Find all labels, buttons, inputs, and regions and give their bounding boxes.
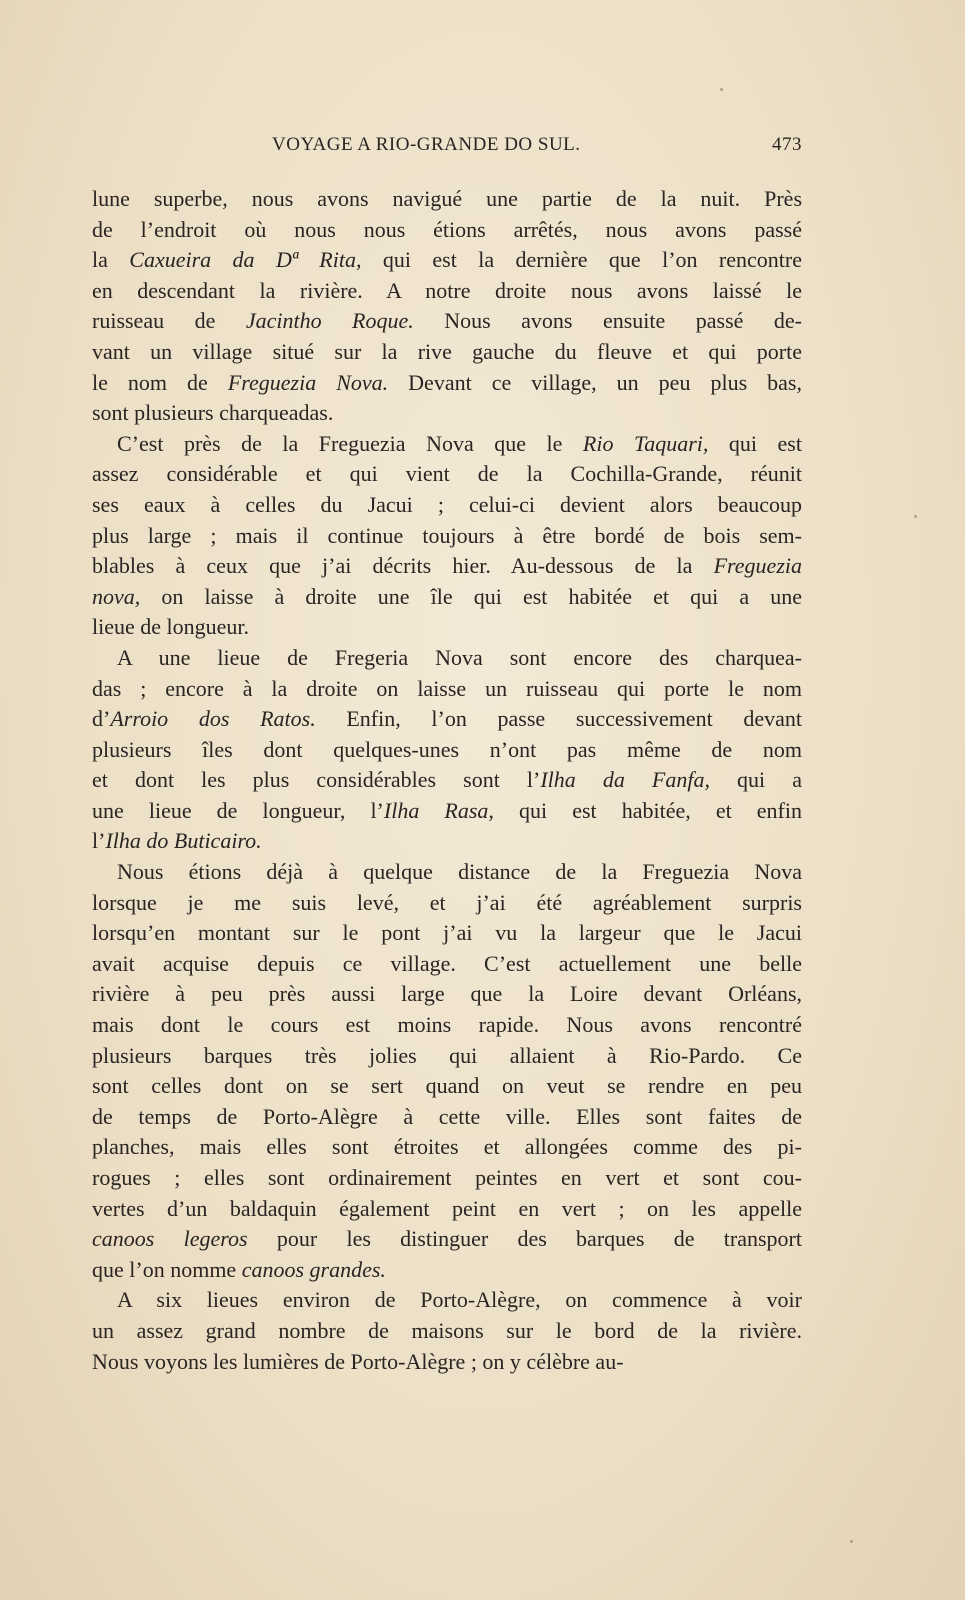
- text-line: [92, 398, 802, 429]
- text-run: vant un village situé sur la rive gauche du fleuve et qui porte: [92, 338, 802, 364]
- text-run: de temps de Porto-Alègre à cette ville. Elles sont faites de: [92, 1103, 802, 1129]
- text-run: la: [92, 247, 130, 273]
- italic-text: canoos legeros: [92, 1226, 248, 1252]
- text-run: Nous étions déjà à quelque distance de la Freguezia Nova: [117, 859, 802, 885]
- text-line: [92, 521, 802, 552]
- italic-text: Freguezia Nova.: [227, 369, 389, 395]
- text-run: le nom de: [92, 369, 228, 395]
- text-line: [92, 643, 802, 674]
- italic-text: Jacintho Roque.: [245, 308, 414, 334]
- italic-text: nova,: [92, 583, 141, 609]
- text-run: das ; encore à la droite on laisse un ruisseau qui porte le nom: [92, 675, 802, 701]
- paper-speck: [720, 88, 723, 91]
- text-line: [92, 1316, 802, 1347]
- text-line: [92, 674, 802, 705]
- text-run: lorsqu’en montant sur le pont j’ai vu la largeur que le Jacui: [92, 920, 802, 946]
- text-run: l’: [92, 828, 106, 854]
- text-run: assez considérable et qui vient de la Cochilla-Grande, réunit: [92, 461, 802, 487]
- text-run: A une lieue de Fregeria Nova sont encore des charquea-: [117, 644, 802, 670]
- text-run: ses eaux à celles du Jacui ; celui-ci devient alors beaucoup: [92, 491, 802, 517]
- text-run: qui est: [708, 430, 802, 456]
- text-line: [92, 306, 802, 337]
- text-run: rogues ; elles sont ordinairement peintes en vert et sont cou-: [92, 1165, 802, 1190]
- text-line: [92, 276, 802, 307]
- text-line: [92, 1102, 802, 1133]
- italic-text: Ilha Rasa,: [383, 797, 494, 823]
- text-run: rivière à peu près aussi large que la Loire devant Orléans,: [92, 981, 802, 1007]
- text-run: Enfin, l’on passe successivement devant: [315, 706, 802, 732]
- text-line: [92, 704, 802, 735]
- text-run: blables à ceux que j’ai décrits hier. Au-dessous de la: [92, 553, 714, 579]
- text-line: [92, 979, 802, 1010]
- text-line: [92, 612, 802, 643]
- text-line: [92, 490, 802, 521]
- paper-speck: [914, 515, 917, 518]
- text-line: [92, 1285, 802, 1316]
- text-run: vertes d’un baldaquin également peint en vert ; on les appelle: [92, 1195, 802, 1221]
- italic-text: Ilha da Fanfa,: [540, 767, 710, 793]
- running-head: [92, 134, 802, 164]
- text-line: [92, 857, 802, 888]
- text-line: [92, 1071, 802, 1102]
- text-line: [92, 765, 802, 796]
- text-line: [92, 1041, 802, 1072]
- text-line: [92, 551, 802, 582]
- text-line: [92, 1132, 802, 1163]
- text-run: qui est la dernière que l’on rencontre: [361, 247, 802, 273]
- body-text: [92, 184, 802, 1377]
- text-run: qui est habitée, et enfin: [493, 797, 802, 823]
- text-line: [92, 1224, 802, 1255]
- text-run: sont plusieurs charqueadas.: [92, 400, 334, 426]
- text-run: Nous voyons les lumières de Porto-Alègre ; on y célèbre au-: [92, 1348, 624, 1374]
- italic-text: Caxueira da Dª Rita,: [129, 247, 362, 273]
- text-line: [92, 796, 802, 827]
- italic-text: canoos grandes.: [241, 1256, 386, 1282]
- text-run: une lieue de longueur, l’: [92, 797, 384, 823]
- text-run: plusieurs îles dont quelques-unes n’ont pas même de nom: [92, 736, 802, 762]
- text-run: un assez grand nombre de maisons sur le bord de la rivière.: [92, 1317, 802, 1343]
- page-number: 473: [772, 134, 802, 155]
- text-line: [92, 245, 802, 276]
- text-run: on laisse à droite une île qui est habitée et qui a une: [140, 583, 802, 609]
- paper-speck: [850, 1540, 853, 1543]
- running-title: VOYAGE A RIO-GRANDE DO SUL.: [272, 134, 581, 155]
- text-line: [92, 918, 802, 949]
- text-line: [92, 1347, 802, 1378]
- text-run: Devant ce village, un peu plus bas,: [388, 369, 802, 395]
- text-run: que l’on nomme: [92, 1256, 242, 1282]
- text-line: [92, 184, 802, 215]
- text-run: lune superbe, nous avons navigué une partie de la nuit. Près: [92, 186, 802, 211]
- text-run: en descendant la rivière. A notre droite nous avons laissé le: [92, 277, 802, 303]
- text-run: C’est près de la Freguezia Nova que le: [117, 430, 583, 456]
- text-line: [92, 429, 802, 460]
- text-line: [92, 337, 802, 368]
- text-run: pour les distinguer des barques de transport: [247, 1226, 802, 1252]
- italic-text: Ilha do Buticairo.: [105, 828, 262, 854]
- italic-text: Freguezia: [713, 553, 802, 579]
- text-line: [92, 735, 802, 766]
- text-run: planches, mais elles sont étroites et allongées comme des pi-: [92, 1134, 802, 1160]
- text-run: d’: [92, 706, 111, 732]
- text-run: ruisseau de: [92, 308, 246, 334]
- text-line: [92, 888, 802, 919]
- italic-text: Rio Taquari,: [582, 430, 709, 456]
- text-run: avait acquise depuis ce village. C’est actuellement une belle: [92, 950, 802, 976]
- text-run: lorsque je me suis levé, et j’ai été agréablement surpris: [92, 889, 802, 915]
- text-line: [92, 949, 802, 980]
- italic-text: Arroio dos Ratos.: [110, 706, 316, 732]
- text-run: plus large ; mais il continue toujours à être bordé de bois sem-: [92, 522, 802, 548]
- text-run: A six lieues environ de Porto-Alègre, on commence à voir: [117, 1287, 802, 1313]
- text-line: [92, 368, 802, 399]
- text-run: Nous avons ensuite passé de-: [413, 308, 802, 334]
- text-line: [92, 1255, 802, 1286]
- text-run: qui a: [709, 767, 802, 793]
- text-line: [92, 459, 802, 490]
- text-run: lieue de longueur.: [92, 614, 250, 640]
- text-line: [92, 582, 802, 613]
- text-line: [92, 1194, 802, 1225]
- text-run: mais dont le cours est moins rapide. Nous avons rencontré: [92, 1012, 802, 1038]
- text-line: [92, 215, 802, 246]
- text-run: sont celles dont on se sert quand on veut se rendre en peu: [92, 1073, 802, 1099]
- text-line: [92, 826, 802, 857]
- text-line: [92, 1163, 802, 1194]
- text-run: et dont les plus considérables sont l’: [92, 767, 541, 793]
- text-run: plusieurs barques très jolies qui allaient à Rio-Pardo. Ce: [92, 1042, 802, 1068]
- text-line: [92, 1010, 802, 1041]
- text-run: de l’endroit où nous nous étions arrêtés, nous avons passé: [92, 216, 802, 242]
